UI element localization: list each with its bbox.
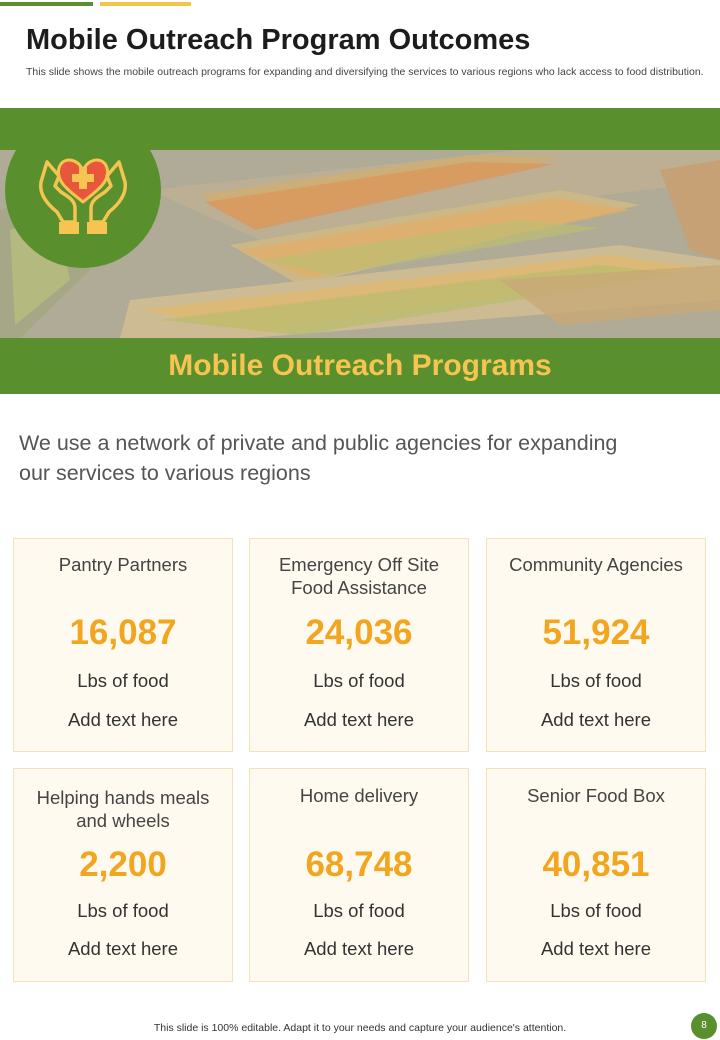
intro-text: We use a network of private and public agencies for expanding our services to various regions	[19, 431, 618, 485]
card-unit: Lbs of food	[77, 670, 169, 691]
card-helping-hands	[13, 768, 233, 982]
card-title: Senior Food Box	[527, 785, 665, 806]
card-title: Helping hands meals and wheels	[36, 787, 210, 831]
card-unit: Lbs of food	[313, 670, 405, 691]
card-unit: Lbs of food	[313, 900, 405, 921]
card-value: 2,200	[79, 845, 167, 884]
card-value: 51,924	[542, 613, 650, 652]
card-home-delivery	[249, 768, 469, 982]
header-accent-bar-yellow	[100, 2, 191, 6]
card-note: Add text here	[540, 709, 652, 730]
card-value: 40,851	[542, 845, 650, 884]
card-unit: Lbs of food	[550, 900, 642, 921]
card-community-agencies	[486, 538, 706, 752]
card-value: 24,036	[305, 613, 413, 652]
card-unit: Lbs of food	[77, 900, 169, 921]
card-pantry-partners	[13, 538, 233, 752]
page-title: Mobile Outreach Program Outcomes	[26, 24, 531, 56]
banner-badge	[5, 112, 161, 268]
card-unit: Lbs of food	[550, 670, 642, 691]
page-number: 8	[691, 1013, 717, 1039]
card-note: Add text here	[67, 938, 179, 959]
card-note: Add text here	[303, 938, 415, 959]
card-note: Add text here	[67, 709, 179, 730]
card-emergency-food-assistance	[249, 538, 469, 752]
card-senior-food-box	[486, 768, 706, 982]
card-title: Home delivery	[299, 785, 419, 806]
header-accent-bar-green	[0, 2, 93, 6]
footer-note: This slide is 100% editable. Adapt it to your needs and capture your audience's attention.	[153, 1022, 567, 1034]
card-title: Emergency Off Site Food Assistance	[278, 554, 440, 598]
page-subtitle: This slide shows the mobile outreach programs for expanding and diversifying the services to various regions who lack access to food distribution.	[26, 66, 704, 78]
card-title: Community Agencies	[509, 554, 683, 575]
card-value: 16,087	[69, 613, 177, 652]
hands-heart-icon	[33, 142, 133, 242]
card-title: Pantry Partners	[58, 554, 188, 575]
card-value: 68,748	[305, 845, 413, 884]
card-note: Add text here	[303, 709, 415, 730]
banner-title: Mobile Outreach Programs	[168, 349, 552, 382]
card-note: Add text here	[540, 938, 652, 959]
